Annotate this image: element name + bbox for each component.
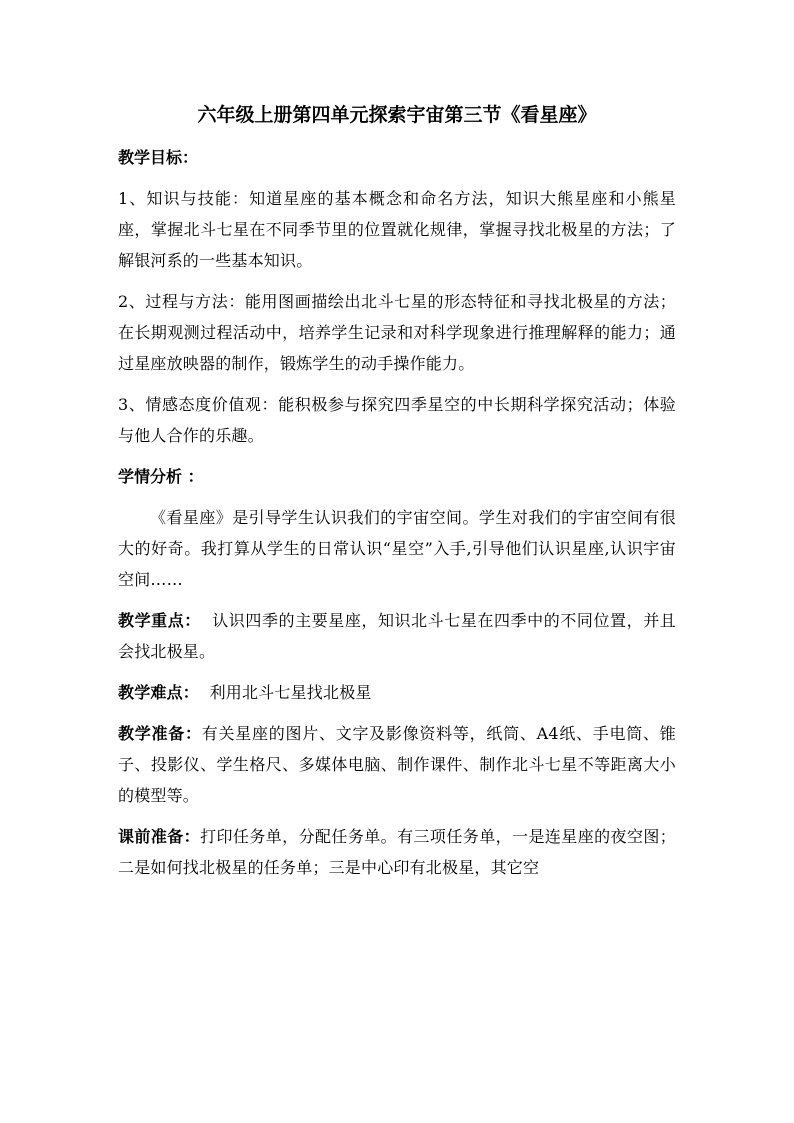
pre-class-label: 课前准备：	[118, 827, 201, 846]
preparation-label: 教学准备：	[118, 724, 202, 743]
preparation-text: 有关星座的图片、文字及影像资料等，纸筒、A4纸、手电筒、锥子、投影仪、学生格尺、多媒体电脑、制作课件、制作北斗七星不等距离大小的模型等。	[118, 724, 676, 805]
document-body	[118, 104, 676, 883]
analysis-heading: 学情分析 ：	[118, 467, 204, 486]
objective-item-2: 2、过程与方法：能用图画描绘出北斗七星的形态特征和寻找北极星的方法；在长期观测过程活动中，培养学生记录和对科学现象进行推理解释的能力；通过星座放映器的制作，锻炼学生的动手操作能力。	[118, 292, 676, 373]
objective-item-1: 1、知识与技能：知道星座的基本概念和命名方法，知识大熊星座和小熊星座，掌握北斗七星在不同季节里的位置就化规律，掌握寻找北极星的方法；了解银河系的一些基本知识。	[118, 189, 676, 270]
pre-class-section	[118, 821, 676, 883]
page-title: 六年级上册第四单元探索宇宙第三节《看星座》	[197, 104, 597, 126]
objectives-heading: 教学目标：	[118, 148, 199, 167]
preparation-section	[118, 718, 676, 811]
difficulties-section	[118, 677, 676, 708]
pre-class-text: 打印任务单，分配任务单。有三项任务单，一是连星座的夜空图；二是如何找北极星的任务单；三是中心印有北极星，其它空	[118, 827, 676, 877]
key-points-section	[118, 605, 676, 667]
key-points-text: 认识四季的主要星座，知识北斗七星在四季中的不同位置，并且会找北极星。	[118, 611, 676, 661]
difficulties-text: 利用北斗七星找北极星	[199, 683, 372, 702]
key-points-label: 教学重点：	[118, 611, 201, 630]
analysis-text: 《看星座》是引导学生认识我们的宇宙空间。学生对我们的宇宙空间有很大的好奇。我打算从学生的日常认识“星空”入手,引导他们认识星座,认识宇宙空间……	[118, 508, 676, 589]
objective-item-3: 3、情感态度价值观：能积极参与探究四季星空的中长期科学探究活动；体验与他人合作的乐趣。	[118, 395, 676, 445]
difficulties-label: 教学难点：	[118, 683, 200, 702]
